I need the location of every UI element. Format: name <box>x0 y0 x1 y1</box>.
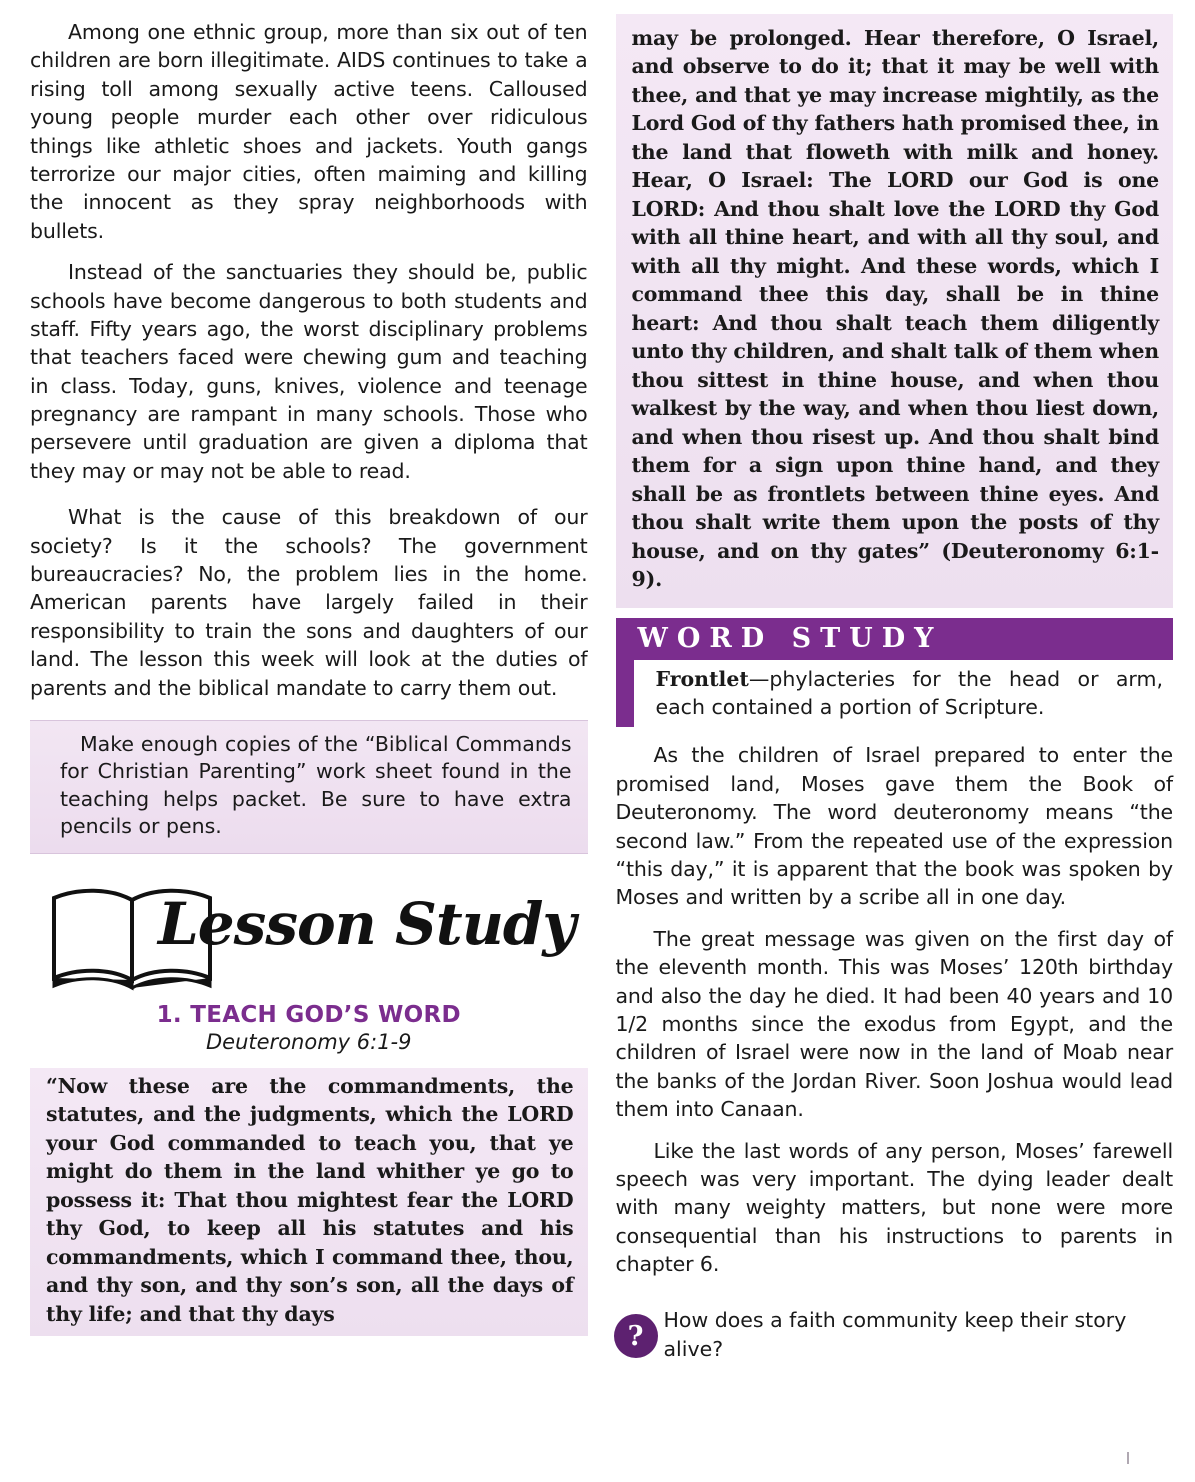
paragraph: What is the cause of this breakdown of our society? Is it the schools? The government bureaucracies? No, the problem lies in the home. American parents have largely failed in their responsibility to train the sons and daughters of our land. The lesson this week will look at the duties of parents and the biblical mandate to carry them out. <box>30 505 588 700</box>
scripture-text: may be prolonged. Hear therefore, O Israel, and observe to do it; that it may be well with thee, and that ye may increase mightily, as the Lord God of thy fathers hath promised thee, in the land that floweth with milk and honey. Hear, O Israel: The LORD our God is one LORD: And thou shalt love the LORD thy God with all thine heart, and with all thy soul, and with all thy might. And these words, which I command thee this day, shall be in thine heart: And thou shalt teach them diligently unto thy children, and shalt talk of them when thou sittest in thine house, and when thou walkest by the way, and when thou liest down, and when thou risest up. And thou shalt bind them for a sign upon thine hand, and they shall be as frontlets between thine eyes. And thou shalt write them upon the posts of thy house, and on thy gates” (Deuteronomy 6:1-9). <box>631 26 1159 592</box>
right-column <box>616 18 1174 1472</box>
scripture-block-part1 <box>30 1068 588 1336</box>
lesson-study-heading <box>30 882 588 994</box>
word-study-meaning: —phylacteries for the head or arm, each contained a portion of Scripture. <box>655 666 1163 719</box>
left-column <box>30 18 588 1472</box>
paragraph: Among one ethnic group, more than six out of ten children are born illegitimate. AIDS continues to take a rising toll among sexually active teens. Calloused young people murder each other over ridiculous things like athletic shoes and jackets. Youth gangs terrorize our major cities, often maiming and killing the innocent as they spray neighborhoods with bullets. <box>30 20 588 243</box>
scripture-text: “Now these are the commandments, the statutes, and the judgments, which the LORD your God commanded to teach you, that ye might do them in the land whither ye go to possess it: That thou mightest fear the LORD thy God, to keep all his statutes and his commandments, which I command thee, thou, and thy son, and thy son’s son, all the days of thy life; and that thy days <box>46 1073 574 1326</box>
lesson-study-title: Lesson Study <box>158 889 576 958</box>
teacher-note-text: Make enough copies of the “Biblical Commands for Christian Parenting” work sheet found in the teaching helps packet. Be sure to have extra pencils or pens. <box>60 731 572 839</box>
word-study-definition <box>634 660 1174 728</box>
paragraph: Like the last words of any person, Moses’ farewell speech was very important. The dying leader dealt with many weighty matters, but none were more consequential than his instructions to parents in chapter 6. <box>615 1138 1173 1277</box>
word-study-spine <box>616 660 634 728</box>
word-study-banner: WORD STUDY <box>616 618 1174 660</box>
paragraph: Instead of the sanctuaries they should be, public schools have become dangerous to both students and staff. Fifty years ago, the worst disciplinary problems that teachers faced were chewing gum and teaching in class. Today, guns, knives, violence and teenage pregnancy are rampant in many schools. Those who persevere until graduation are given a diploma that they may or may not be able to read. <box>30 260 588 483</box>
scripture-block-part2 <box>616 14 1174 608</box>
paragraph: The great message was given on the first day of the eleventh month. This was Moses’ 120th birthday and also the day he died. It had been 40 years and 10 1/2 months since the exodus from Egypt, and the children of Israel were now in the land of Moab near the banks of the Jordan River. Soon Joshua would lead them into Canaan. <box>615 926 1173 1122</box>
discussion-question <box>616 1300 1174 1363</box>
teacher-note-callout <box>30 720 588 854</box>
section-reference: Deuteronomy 6:1-9 <box>206 1029 412 1054</box>
paragraph: As the children of Israel prepared to enter the promised land, Moses gave them the Book of Deuteronomy. The word deuteronomy means “the second law.” From the repeated use of the expression “this day,” it is apparent that the book was spoken by Moses and written by a scribe all in one day. <box>615 743 1173 910</box>
word-study-section <box>616 618 1174 728</box>
word-study-body <box>616 660 1174 728</box>
word-study-term: Frontlet <box>655 666 749 691</box>
page-tick-mark <box>1127 1452 1129 1464</box>
section-number: 1. TEACH GOD’S WORD <box>156 1001 461 1028</box>
question-text: How does a faith community keep their story alive? <box>663 1308 1127 1361</box>
question-mark-icon: ? <box>614 1314 658 1358</box>
